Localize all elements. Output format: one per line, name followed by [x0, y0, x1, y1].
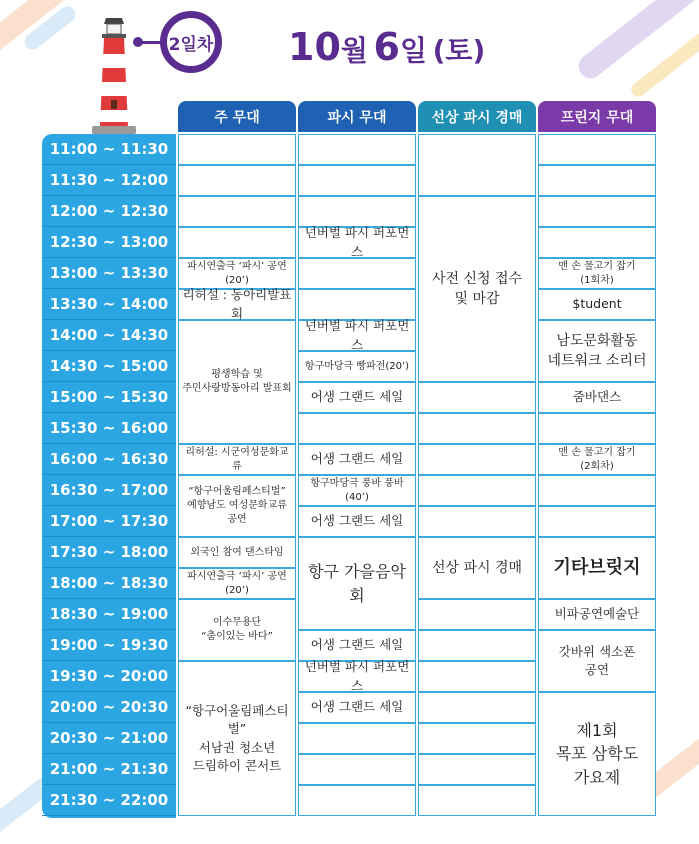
schedule-empty-slot	[298, 413, 416, 444]
schedule-event: “항구어울림페스티벌” 서남권 청소년 드림하이 콘서트	[178, 661, 296, 816]
time-slot: 12:00 ~ 12:30	[42, 196, 176, 227]
schedule-empty-slot	[538, 134, 656, 165]
schedule-event: 어생 그랜드 세일	[298, 444, 416, 475]
schedule-event: 어생 그랜드 세일	[298, 692, 416, 723]
schedule-empty-slot	[418, 506, 536, 537]
schedule-event: 넌버벌 파시 퍼포먼스	[298, 320, 416, 351]
schedule-empty-slot	[298, 165, 416, 196]
schedule-empty-slot	[298, 754, 416, 785]
time-slot: 14:30 ~ 15:00	[42, 351, 176, 382]
schedule-empty-slot	[178, 134, 296, 165]
schedule-event: 항구 가을음악회	[298, 537, 416, 630]
time-slot: 21:30 ~ 22:00	[42, 785, 176, 816]
date-month: 10	[288, 25, 341, 69]
decor-stripe	[574, 0, 699, 83]
schedule-empty-slot	[538, 196, 656, 227]
schedule-empty-slot	[298, 785, 416, 816]
schedule-event: $tudent	[538, 289, 656, 320]
schedule-event: 남도문화활동 네트워크 소리터	[538, 320, 656, 382]
schedule-empty-slot	[418, 754, 536, 785]
time-slot: 15:00 ~ 15:30	[42, 382, 176, 413]
schedule-empty-slot	[178, 196, 296, 227]
schedule-event: 사전 신청 접수 및 마감	[418, 196, 536, 382]
schedule-event: 파시연출극 ‘파시’ 공연(20’)	[178, 258, 296, 289]
schedule-empty-slot	[298, 723, 416, 754]
time-slot: 12:30 ~ 13:00	[42, 227, 176, 258]
schedule-empty-slot	[418, 382, 536, 413]
page-title-date	[288, 25, 486, 69]
schedule-empty-slot	[178, 227, 296, 258]
time-slot: 20:00 ~ 20:30	[42, 692, 176, 723]
schedule-event: 외국인 참여 댄스타임	[178, 537, 296, 568]
date-month-unit: 월	[340, 34, 368, 67]
time-slot: 13:30 ~ 14:00	[42, 289, 176, 320]
schedule-empty-slot	[418, 785, 536, 816]
schedule-empty-slot	[538, 506, 656, 537]
time-slot: 11:00 ~ 11:30	[42, 134, 176, 165]
schedule-empty-slot	[418, 134, 536, 196]
schedule-event: 제1회 목포 삼학도 가요제	[538, 692, 656, 816]
schedule-event: 이수무용단 “춤이있는 바다”	[178, 599, 296, 661]
schedule-empty-slot	[538, 227, 656, 258]
schedule-event: 리허설: 시군여성문화교류	[178, 444, 296, 475]
date-day-unit: 일	[399, 34, 428, 67]
schedule-empty-slot	[538, 413, 656, 444]
schedule-event: 어생 그랜드 세일	[298, 630, 416, 661]
schedule-event: 갓바위 색소폰 공연	[538, 630, 656, 692]
time-slot: 18:00 ~ 18:30	[42, 568, 176, 599]
time-slot: 16:30 ~ 17:00	[42, 475, 176, 506]
schedule-empty-slot	[418, 630, 536, 661]
schedule-event: 맨 손 물고기 잡기 (1회차)	[538, 258, 656, 289]
time-slot: 17:00 ~ 17:30	[42, 506, 176, 537]
schedule-empty-slot	[418, 661, 536, 692]
schedule-event: 리허설 : 동아리발표회	[178, 289, 296, 320]
schedule-event: 줌바댄스	[538, 382, 656, 413]
time-slot: 13:00 ~ 13:30	[42, 258, 176, 289]
schedule-event: 넌버벌 파시 퍼포먼스	[298, 661, 416, 692]
schedule-event: 항구마당극 풍바 풍바(40’)	[298, 475, 416, 506]
time-slot: 11:30 ~ 12:00	[42, 165, 176, 196]
schedule-empty-slot	[298, 289, 416, 320]
schedule-event: 항구마당극 빵파전(20’)	[298, 351, 416, 382]
schedule-event: 어생 그랜드 세일	[298, 506, 416, 537]
schedule-empty-slot	[418, 723, 536, 754]
schedule-empty-slot	[298, 258, 416, 289]
column-header-pasi-stage: 파시 무대	[298, 101, 416, 132]
lighthouse-icon	[84, 12, 144, 136]
schedule-event: “항구어울림페스티벌” 예향남도 여성문화교류 공연	[178, 475, 296, 537]
schedule-event: 선상 파시 경매	[418, 537, 536, 599]
schedule-event: 어생 그랜드 세일	[298, 382, 416, 413]
date-day: 6	[373, 25, 400, 69]
column-header-main-stage: 주 무대	[178, 101, 296, 132]
schedule-event: 파시연출극 ‘파시’ 공연(20’)	[178, 568, 296, 599]
column-header-fringe-stage: 프린지 무대	[538, 101, 656, 132]
schedule-empty-slot	[538, 165, 656, 196]
column-header-boat-auction: 선상 파시 경매	[418, 101, 536, 132]
schedule-empty-slot	[418, 692, 536, 723]
schedule-empty-slot	[418, 475, 536, 506]
time-slot: 17:30 ~ 18:00	[42, 537, 176, 568]
schedule-event: 넌버벌 파시 퍼포먼스	[298, 227, 416, 258]
schedule-empty-slot	[298, 134, 416, 165]
time-slot: 14:00 ~ 14:30	[42, 320, 176, 351]
schedule-empty-slot	[418, 413, 536, 444]
time-slot: 21:00 ~ 21:30	[42, 754, 176, 785]
time-slot: 18:30 ~ 19:00	[42, 599, 176, 630]
schedule-event: 평생학습 및 주민사랑방동아리 발표회	[178, 320, 296, 444]
schedule-empty-slot	[418, 444, 536, 475]
time-slot: 15:30 ~ 16:00	[42, 413, 176, 444]
time-slot: 20:30 ~ 21:00	[42, 723, 176, 754]
schedule-event: 기타브릿지	[538, 537, 656, 599]
schedule-empty-slot	[178, 165, 296, 196]
day-badge: 2일차	[160, 11, 222, 73]
schedule-empty-slot	[418, 599, 536, 630]
time-slot: 19:30 ~ 20:00	[42, 661, 176, 692]
schedule-empty-slot	[298, 196, 416, 227]
date-weekday: (토)	[432, 34, 486, 67]
schedule-event: 비파공연예술단	[538, 599, 656, 630]
time-slot: 19:00 ~ 19:30	[42, 630, 176, 661]
schedule-event: 맨 손 물고기 잡기 (2회차)	[538, 444, 656, 475]
schedule-empty-slot	[538, 475, 656, 506]
time-slot: 16:00 ~ 16:30	[42, 444, 176, 475]
